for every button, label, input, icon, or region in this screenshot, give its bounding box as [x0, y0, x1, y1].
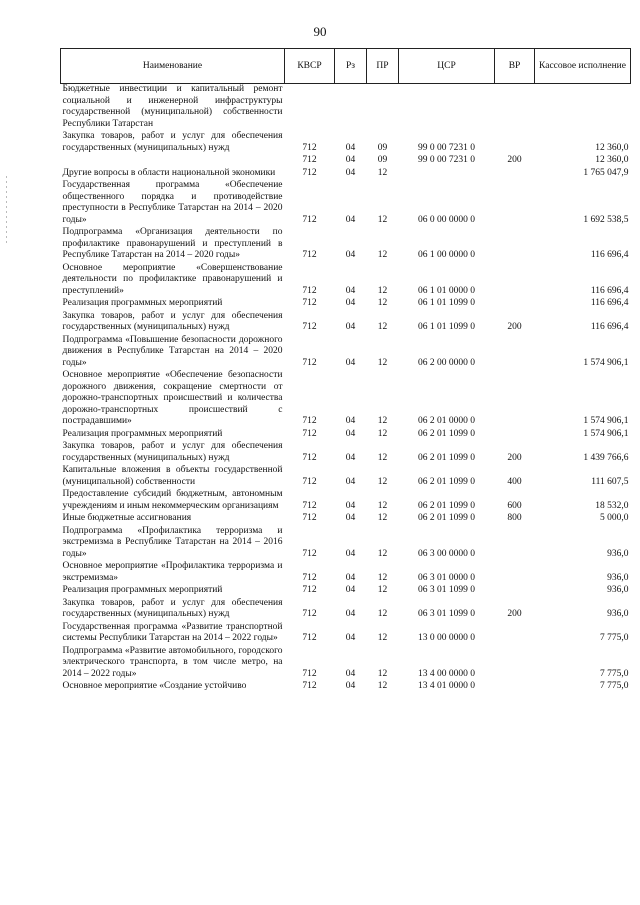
row-csr: 06 2 01 1099 0 [418, 476, 475, 487]
row-csr: 06 2 01 1099 0 [418, 452, 475, 463]
row-pr: 12 [377, 513, 388, 523]
row-vr [495, 429, 535, 442]
row-sum: 1 574 906,1 [583, 357, 629, 368]
row-vr: 200 [507, 452, 522, 463]
row-pr: 12 [377, 250, 388, 260]
row-csr: 06 2 01 0000 0 [418, 416, 475, 426]
row-kvsr: 712 [302, 681, 317, 691]
row-sum: 12 360,0 [595, 142, 629, 153]
row-csr: 06 2 01 1099 0 [418, 428, 475, 439]
row-rz: 04 [345, 476, 356, 487]
row-pr: 12 [377, 357, 388, 368]
row-pr: 12 [377, 548, 388, 559]
table-row [61, 585, 631, 598]
row-rz: 04 [345, 298, 356, 308]
row-csr: 13 0 00 0000 0 [418, 633, 475, 643]
row-vr [495, 681, 535, 694]
row-csr: 06 2 00 0000 0 [418, 357, 475, 368]
row-csr: 06 1 01 1099 0 [418, 322, 475, 332]
row-rz: 04 [345, 428, 356, 439]
row-name: Государственная программа «Обеспечение общественного порядка и противодействие преступности в Республике Татарстан на 2014 – 2020 годы» [62, 180, 283, 225]
row-rz: 04 [345, 452, 356, 463]
row-vr [495, 298, 535, 311]
header-name: Наименование [61, 49, 285, 84]
row-name: Основное мероприятие «Профилактика терроризма и экстремизма» [62, 561, 283, 583]
row-name: Закупка товаров, работ и услуг для обеспечения государственных (муниципальных) нужд [62, 441, 283, 463]
row-rz: 04 [345, 250, 356, 260]
row-name: Бюджетные инвестиции и капитальный ремонт социальной и инженерной инфраструктуры государственной (муниципальной) собственности Республики Татарстан [62, 84, 283, 129]
row-rz: 04 [345, 142, 356, 153]
row-name: Основное мероприятие «Создание устойчиво [62, 681, 247, 691]
row-vr: 200 [507, 155, 522, 165]
row-rz: 04 [345, 548, 356, 559]
table-row [61, 155, 631, 168]
row-name: Подпрограмма «Повышение безопасности дорожного движения в Республике Татарстан на 2014 – 2020 годы» [62, 334, 283, 368]
row-sum: 7 775,0 [600, 668, 629, 679]
row-sum: 12 360,0 [595, 155, 629, 165]
row-sum: 116 696,4 [590, 322, 629, 332]
row-pr: 12 [377, 452, 388, 463]
row-pr: 12 [377, 322, 388, 332]
row-name: Закупка товаров, работ и услуг для обеспечения государственных (муниципальных) нужд [62, 597, 283, 619]
row-vr [495, 335, 535, 371]
header-pr: ПР [367, 49, 399, 84]
row-name: Реализация программных мероприятий [62, 585, 223, 595]
row-name: Закупка товаров, работ и услуг для обеспечения государственных (муниципальных) нужд [62, 310, 283, 332]
row-pr: 09 [377, 155, 388, 165]
row-name: Основное мероприятие «Обеспечение безопасности дорожного движения, сокращение смертности от дорожно-транспортных происшествий и количества дорожно-транспортных происшествий с пострадавшими» [62, 370, 283, 426]
row-kvsr: 712 [302, 250, 317, 260]
page-number: 90 [313, 24, 327, 39]
row-name: Реализация программных мероприятий [62, 428, 223, 439]
row-kvsr: 712 [302, 452, 317, 463]
row-sum: 1 692 538,5 [583, 214, 629, 225]
row-sum [535, 84, 631, 132]
row-rz: 04 [345, 167, 356, 178]
row-kvsr: 712 [302, 572, 317, 583]
table-row [61, 598, 631, 622]
row-csr: 13 4 01 0000 0 [418, 681, 475, 691]
row-name: Подпрограмма «Профилактика терроризма и экстремизма в Республике Татарстан на 2014 – 2016 годы» [62, 525, 283, 559]
row-rz: 04 [345, 572, 356, 583]
row-vr: 400 [507, 476, 522, 487]
row-kvsr: 712 [302, 633, 317, 643]
row-kvsr: 712 [302, 357, 317, 368]
row-kvsr: 712 [302, 668, 317, 679]
row-rz [335, 84, 367, 132]
row-pr: 12 [377, 298, 388, 308]
row-rz: 04 [345, 416, 356, 426]
row-csr: 06 1 01 1099 0 [418, 298, 475, 308]
row-sum: 936,0 [607, 609, 629, 619]
table-row [61, 84, 631, 132]
header-vr: ВР [495, 49, 535, 84]
table-row [61, 465, 631, 489]
row-csr: 06 3 01 0000 0 [418, 572, 475, 583]
table-row [61, 681, 631, 694]
row-rz: 04 [345, 155, 356, 165]
row-vr [495, 622, 535, 646]
table-row [61, 180, 631, 227]
row-sum: 936,0 [607, 548, 629, 559]
row-sum: 1 439 766,6 [583, 452, 629, 463]
row-csr: 06 1 01 0000 0 [418, 285, 475, 296]
row-name: Подпрограмма «Развитие автомобильного, городского электрического транспорта, в том числе метро, на 2014 – 2022 годы» [62, 645, 283, 679]
row-sum: 5 000,0 [600, 513, 629, 523]
row-sum: 7 775,0 [600, 633, 629, 643]
row-rz: 04 [345, 668, 356, 679]
row-csr: 06 2 01 1099 0 [418, 500, 475, 511]
table-row [61, 526, 631, 562]
row-sum: 7 775,0 [600, 681, 629, 691]
row-kvsr: 712 [302, 585, 317, 595]
row-kvsr: 712 [302, 609, 317, 619]
row-pr: 12 [377, 633, 388, 643]
scan-margin-mark [6, 176, 7, 246]
row-rz: 04 [345, 513, 356, 523]
row-pr [367, 84, 399, 132]
table-row [61, 513, 631, 526]
row-vr [495, 585, 535, 598]
row-kvsr: 712 [302, 322, 317, 332]
table-row [61, 311, 631, 335]
row-pr: 12 [377, 416, 388, 426]
row-vr [495, 646, 535, 682]
row-csr: 06 3 01 1099 0 [418, 609, 475, 619]
row-name: Другие вопросы в области национальной экономики [62, 167, 276, 178]
row-rz: 04 [345, 357, 356, 368]
row-kvsr: 712 [302, 298, 317, 308]
row-kvsr: 712 [302, 155, 317, 165]
row-csr: 13 4 00 0000 0 [418, 668, 475, 679]
row-sum: 936,0 [607, 572, 629, 583]
row-rz: 04 [345, 633, 356, 643]
table-row [61, 622, 631, 646]
row-rz: 04 [345, 585, 356, 595]
row-rz: 04 [345, 285, 356, 296]
header-csr: ЦСР [399, 49, 495, 84]
row-csr: 06 3 01 1099 0 [418, 585, 475, 595]
row-rz: 04 [345, 500, 356, 511]
header-cash-execution: Кассовое исполнение [535, 49, 631, 84]
row-vr [495, 180, 535, 227]
row-csr [399, 84, 495, 132]
row-kvsr: 712 [302, 513, 317, 523]
row-pr: 12 [377, 214, 388, 225]
row-csr: 06 0 00 0000 0 [418, 214, 475, 225]
row-sum: 116 696,4 [590, 285, 629, 296]
row-vr [495, 168, 535, 181]
row-name: Предоставление субсидий бюджетным, автономным учреждениям и иным некоммерческим организациям [62, 489, 283, 511]
row-vr: 200 [507, 609, 522, 619]
row-csr: 99 0 00 7231 0 [418, 155, 475, 165]
row-name: Государственная программа «Развитие транспортной системы Республики Татарстан на 2014 – 2022 годы» [62, 621, 283, 643]
row-vr [495, 131, 535, 155]
row-kvsr: 712 [302, 476, 317, 487]
row-pr: 09 [377, 142, 388, 153]
table-body [61, 84, 631, 694]
table-header-row [61, 49, 631, 84]
row-pr: 12 [377, 668, 388, 679]
row-vr: 200 [507, 322, 522, 332]
row-name: Капитальные вложения в объекты государственной (муниципальной) собственности [62, 465, 283, 487]
table-row [61, 298, 631, 311]
row-sum: 111 607,5 [591, 476, 629, 487]
row-sum: 18 532,0 [595, 500, 629, 511]
row-pr: 12 [377, 285, 388, 296]
table-row [61, 263, 631, 299]
row-sum: 1 765 047,9 [583, 167, 629, 178]
table-row [61, 131, 631, 155]
row-sum: 1 574 906,1 [583, 428, 629, 439]
table-row [61, 429, 631, 442]
row-pr: 12 [377, 609, 388, 619]
row-kvsr: 712 [302, 428, 317, 439]
row-kvsr: 712 [302, 416, 317, 426]
table-row [61, 441, 631, 465]
row-rz: 04 [345, 609, 356, 619]
table-row [61, 489, 631, 513]
row-pr: 12 [377, 572, 388, 583]
row-csr: 99 0 00 7231 0 [418, 142, 475, 153]
row-rz: 04 [345, 681, 356, 691]
row-pr: 12 [377, 167, 388, 178]
row-rz: 04 [345, 214, 356, 225]
row-kvsr [285, 84, 335, 132]
table-row [61, 561, 631, 585]
row-pr: 12 [377, 681, 388, 691]
row-csr: 06 3 00 0000 0 [418, 548, 475, 559]
row-sum: 116 696,4 [590, 250, 629, 260]
row-kvsr: 712 [302, 214, 317, 225]
table-row [61, 168, 631, 181]
row-name: Основное мероприятие «Совершенствование деятельности по профилактике правонарушений и преступлений» [62, 262, 283, 296]
row-name: Иные бюджетные ассигнования [62, 513, 192, 523]
table-row [61, 227, 631, 263]
row-sum: 1 574 906,1 [583, 416, 629, 426]
row-vr [495, 84, 535, 132]
row-vr [495, 561, 535, 585]
row-vr: 600 [507, 500, 522, 511]
table-row [61, 646, 631, 682]
row-name: Реализация программных мероприятий [62, 298, 223, 308]
row-name [61, 155, 285, 168]
row-csr [399, 168, 495, 181]
row-name: Подпрограмма «Организация деятельности по профилактике правонарушений и преступлений в Республике Татарстан на 2014 – 2020 годы» [62, 227, 283, 260]
row-kvsr: 712 [302, 500, 317, 511]
table-row [61, 335, 631, 371]
row-vr [495, 526, 535, 562]
row-sum: 116 696,4 [590, 298, 629, 308]
row-name: Закупка товаров, работ и услуг для обеспечения государственных (муниципальных) нужд [62, 131, 283, 153]
budget-table [60, 48, 631, 694]
row-kvsr: 712 [302, 548, 317, 559]
row-vr [495, 370, 535, 429]
table-row [61, 370, 631, 429]
row-csr: 06 1 00 0000 0 [418, 250, 475, 260]
row-vr [495, 263, 535, 299]
row-pr: 12 [377, 500, 388, 511]
header-rz: Рз [335, 49, 367, 84]
row-kvsr: 712 [302, 167, 317, 178]
row-vr [495, 227, 535, 263]
row-kvsr: 712 [302, 142, 317, 153]
header-kvsr: КВСР [285, 49, 335, 84]
row-pr: 12 [377, 428, 388, 439]
row-csr: 06 2 01 1099 0 [418, 513, 475, 523]
row-sum: 936,0 [607, 585, 629, 595]
row-rz: 04 [345, 322, 356, 332]
row-kvsr: 712 [302, 285, 317, 296]
row-vr: 800 [507, 513, 522, 523]
row-pr: 12 [377, 585, 388, 595]
row-pr: 12 [377, 476, 388, 487]
